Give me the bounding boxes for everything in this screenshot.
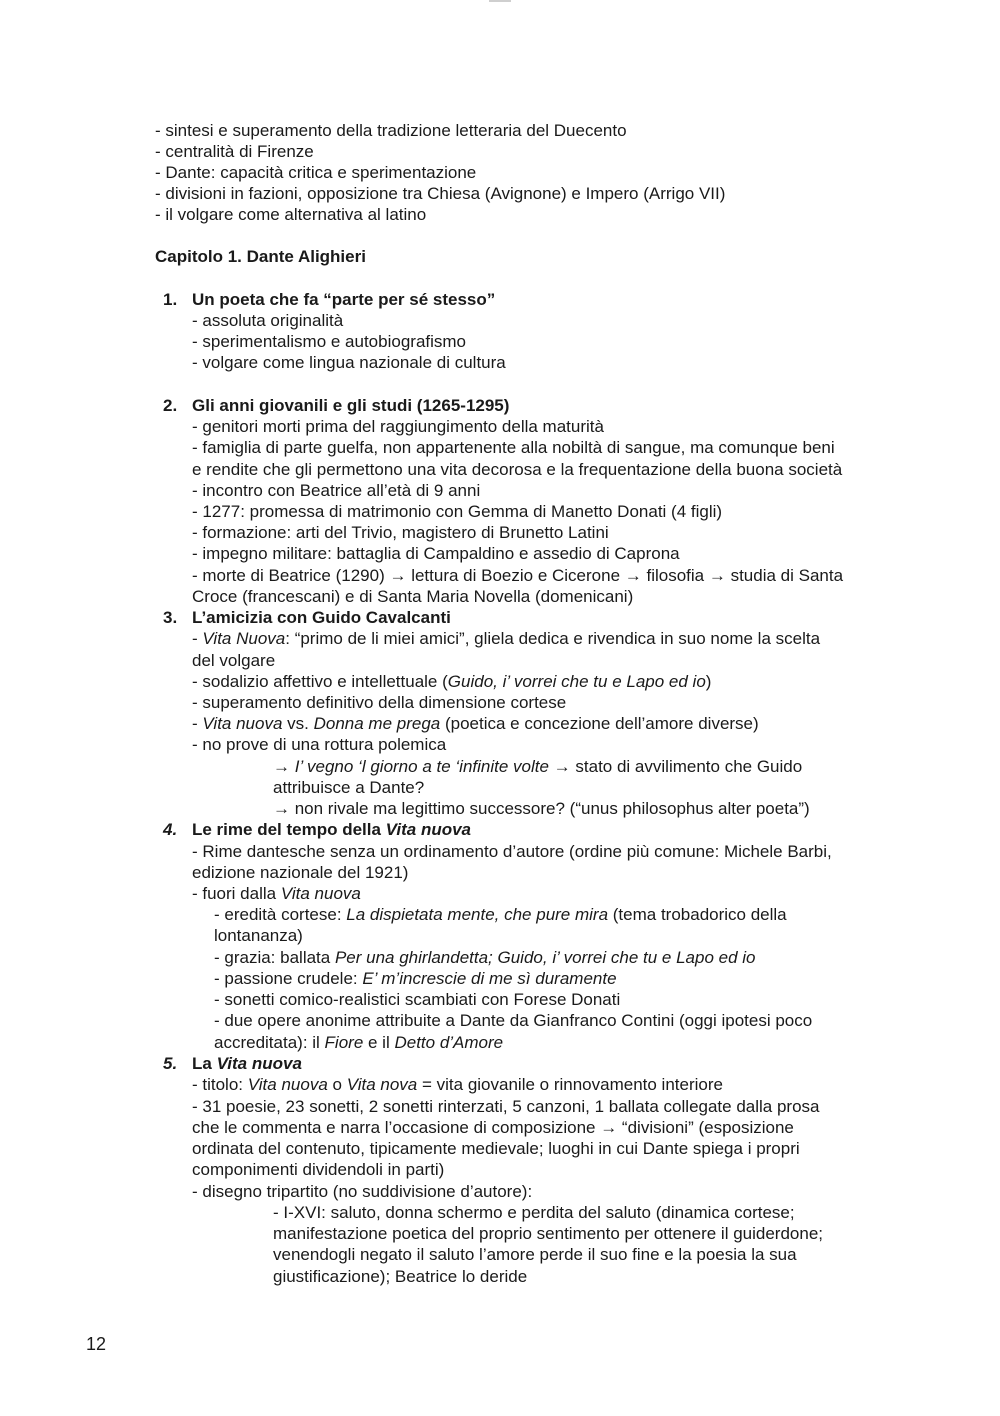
intro-line: - sintesi e superamento della tradizione letteraria del Duecento	[155, 121, 627, 140]
text-line: - impegno militare: battaglia di Campaldino e assedio di Caprona	[192, 544, 680, 563]
text-line: componimenti dividendoli in parti)	[192, 1160, 445, 1179]
text-line: - fuori dalla Vita nuova	[192, 884, 361, 903]
text-line: - 31 poesie, 23 sonetti, 2 sonetti rinterzati, 5 canzoni, 1 ballata collegate dalla prosa	[192, 1097, 820, 1116]
text-line: - genitori morti prima del raggiungimento della maturità	[192, 417, 604, 436]
section-number: 2.	[163, 396, 178, 415]
text-line: - sperimentalismo e autobiografismo	[192, 332, 467, 351]
text-line: - sodalizio affettivo e intellettuale (Guido, i’ vorrei che tu e Lapo ed io)	[192, 672, 712, 691]
text-line: - sonetti comico-realistici scambiati con Forese Donati	[214, 990, 621, 1009]
section-title: Le rime del tempo della Vita nuova	[192, 820, 472, 839]
text-line: - passione crudele: E’ m’increscie di me sì duramente	[214, 969, 617, 988]
text-line: - morte di Beatrice (1290) → lettura di Boezio e Cicerone → filosofia → studia di Santa	[192, 566, 844, 585]
text-line: - disegno tripartito (no suddivisione d’autore):	[192, 1182, 533, 1201]
text-line: Croce (francescani) e di Santa Maria Novella (domenicani)	[192, 587, 634, 606]
section-number: 4.	[163, 820, 178, 839]
intro-line: - divisioni in fazioni, opposizione tra Chiesa (Avignone) e Impero (Arrigo VII)	[155, 184, 726, 203]
page-number: 12	[86, 1334, 107, 1354]
text-line: accreditata): il Fiore e il Detto d’Amore	[214, 1033, 504, 1052]
text-line: - no prove di una rottura polemica	[192, 735, 447, 754]
text-line: - Rime dantesche senza un ordinamento d’autore (ordine più comune: Michele Barbi,	[192, 842, 832, 861]
section-title: Gli anni giovanili e gli studi (1265-1295)	[192, 396, 510, 415]
text-line: - I-XVI: saluto, donna schermo e perdita del saluto (dinamica cortese;	[273, 1203, 795, 1222]
text-line: - Vita nuova vs. Donna me prega (poetica e concezione dell’amore diverse)	[192, 714, 759, 733]
text-line: giustificazione); Beatrice lo deride	[273, 1267, 528, 1286]
text-line: - volgare come lingua nazionale di cultura	[192, 353, 506, 372]
section-title: Un poeta che fa “parte per sé stesso”	[192, 290, 496, 309]
text-line: - assoluta originalità	[192, 311, 344, 330]
text-line: - famiglia di parte guelfa, non appartenente alla nobiltà di sangue, ma comunque beni	[192, 438, 835, 457]
text-line: - superamento definitivo della dimensione cortese	[192, 693, 567, 712]
section-number: 5.	[163, 1054, 178, 1073]
text-line: attribuisce a Dante?	[273, 778, 425, 797]
text-line: - Vita Nuova: “primo de li miei amici”, gliela dedica e rivendica in suo nome la scelta	[192, 629, 821, 648]
intro-line: - Dante: capacità critica e sperimentazione	[155, 163, 477, 182]
text-line: - formazione: arti del Trivio, magistero di Brunetto Latini	[192, 523, 609, 542]
text-line: manifestazione poetica del proprio sentimento per ottenere il guiderdone;	[273, 1224, 824, 1243]
text-line: → non rivale ma legittimo successore? (“unus philosophus alter poeta”)	[273, 799, 810, 818]
text-line: - grazia: ballata Per una ghirlandetta; Guido, i’ vorrei che tu e Lapo ed io	[214, 948, 756, 967]
text-line: edizione nazionale del 1921)	[192, 863, 409, 882]
text-line: che le commenta e narra l’occasione di composizione → “divisioni” (esposizione	[192, 1118, 794, 1137]
text-line: ordinata del contenuto, tipicamente medievale; luoghi in cui Dante spiega i propri	[192, 1139, 800, 1158]
text-line: lontananza)	[214, 926, 303, 945]
intro-line: - centralità di Firenze	[155, 142, 314, 161]
text-line: - titolo: Vita nuova o Vita nova = vita giovanile o rinnovamento interiore	[192, 1075, 723, 1094]
text-line: - due opere anonime attribuite a Dante da Gianfranco Contini (oggi ipotesi poco	[214, 1011, 813, 1030]
text-line: del volgare	[192, 651, 276, 670]
section-title: La Vita nuova	[192, 1054, 302, 1073]
text-line: → I’ vegno ‘l giorno a te ‘infinite volte → stato di avvilimento che Guido	[273, 757, 803, 776]
chapter-title: Capitolo 1. Dante Alighieri	[155, 247, 366, 266]
section-number: 3.	[163, 608, 178, 627]
section-title: L’amicizia con Guido Cavalcanti	[192, 608, 451, 627]
top-mark	[489, 0, 511, 2]
text-line: e rendite che gli permettono una vita decorosa e la frequentazione della buona società	[192, 460, 843, 479]
section-number: 1.	[163, 290, 178, 309]
text-line: - eredità cortese: La dispietata mente, che pure mira (tema trobadorico della	[214, 905, 787, 924]
text-line: - incontro con Beatrice all’età di 9 anni	[192, 481, 481, 500]
text-line: - 1277: promessa di matrimonio con Gemma di Manetto Donati (4 figli)	[192, 502, 723, 521]
intro-line: - il volgare come alternativa al latino	[155, 205, 427, 224]
text-line: venendogli negato il saluto l’amore perde il suo fine e la poesia la sua	[273, 1245, 797, 1264]
